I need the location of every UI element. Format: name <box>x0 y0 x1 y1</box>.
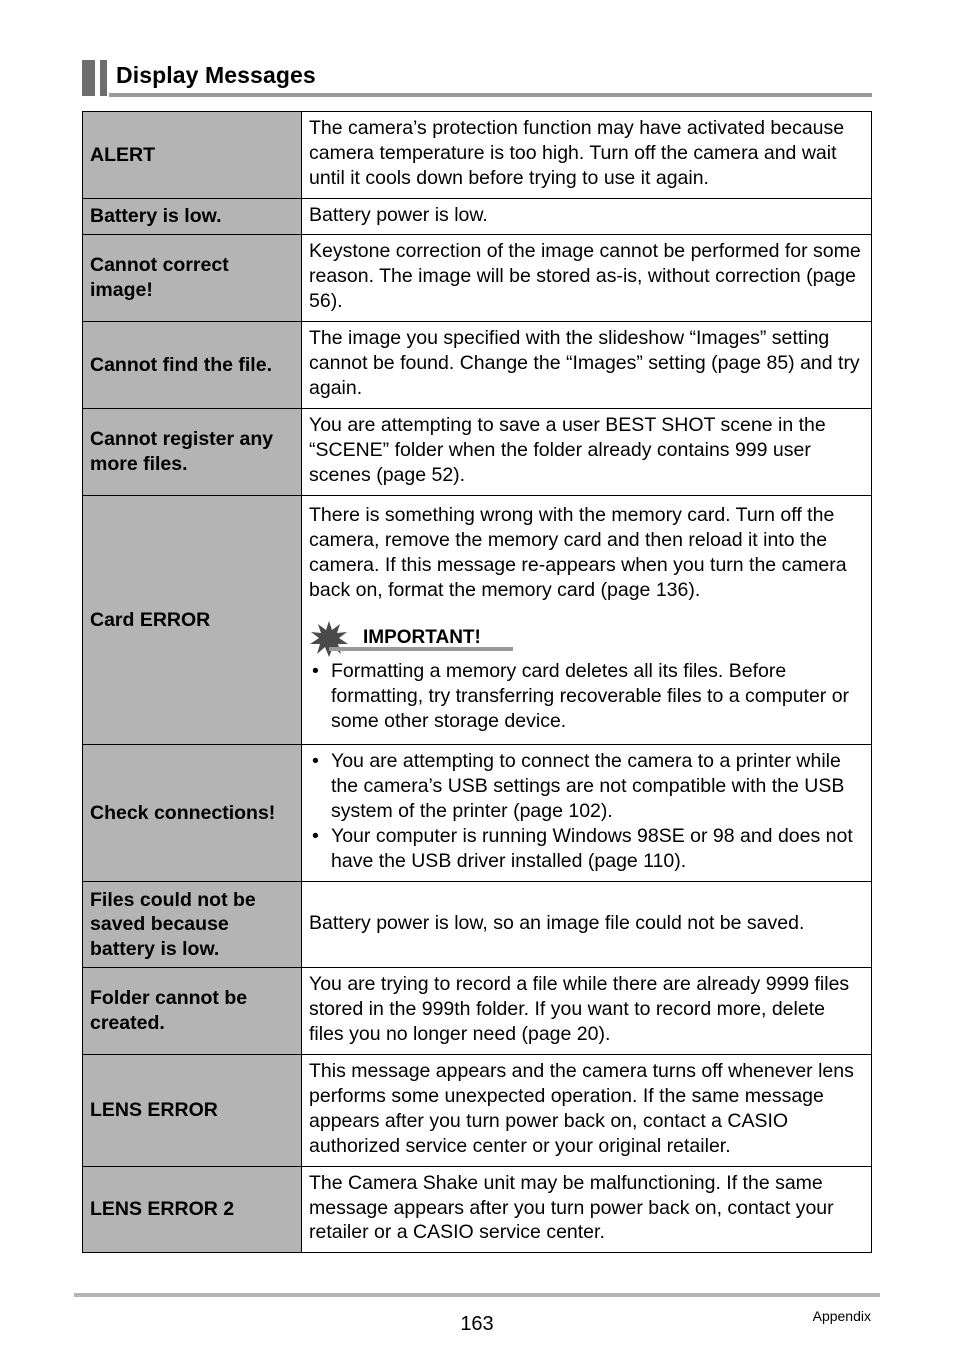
bullet-list <box>309 749 863 874</box>
table-row <box>83 496 872 745</box>
table-row <box>83 1055 872 1167</box>
table-row <box>83 882 872 968</box>
message-description: The image you specified with the slideshow “Images” setting cannot be found. Change the “Images” setting (page 85) and try again. <box>302 322 872 409</box>
message-name: ALERT <box>83 112 302 199</box>
message-description: There is something wrong with the memory card. Turn off the camera, remove the memory card and then reload it into the camera. If this message re-appears when you turn the camera back on, format the memory card (page 136). IMPORTANT! • Formatting a memory card deletes all its files. Before formatting, try transferring recoverable files to a computer or some other storage device. <box>302 496 872 745</box>
header-bar-decoration <box>82 60 95 96</box>
list-item: • Formatting a memory card deletes all its files. Before formatting, try transferring recoverable files to a computer or some other storage device. <box>309 659 863 734</box>
table-row <box>83 235 872 322</box>
table-row <box>83 409 872 496</box>
message-name: Cannot correct image! <box>83 235 302 322</box>
list-item: • Your computer is running Windows 98SE or 98 and does not have the USB driver installed (page 110). <box>309 824 863 874</box>
list-item: • You are attempting to connect the camera to a printer while the camera’s USB settings are not compatible with the USB system of the printer (page 102). <box>309 749 863 824</box>
message-name: LENS ERROR 2 <box>83 1167 302 1253</box>
footer-rule <box>74 1293 880 1297</box>
bullet-list <box>309 659 863 734</box>
message-name: Card ERROR <box>83 496 302 745</box>
message-name: Cannot register any more files. <box>83 409 302 496</box>
message-description: This message appears and the camera turns off whenever lens performs some unexpected operation. If the same message appears after you turn power back on, contact a CASIO authorized service center or your original retailer. <box>302 1055 872 1167</box>
message-description: Battery power is low, so an image file could not be saved. <box>302 882 872 968</box>
header-bar-decoration <box>100 60 107 96</box>
message-description: The camera’s protection function may have activated because camera temperature is too high. Turn off the camera and wait until it cools down before trying to use it again. <box>302 112 872 199</box>
table-row <box>83 1167 872 1253</box>
section-header <box>82 58 872 98</box>
message-name: LENS ERROR <box>83 1055 302 1167</box>
table-row <box>83 968 872 1055</box>
page-number: 163 <box>460 1313 494 1335</box>
message-description: Keystone correction of the image cannot be performed for some reason. The image will be stored as-is, without correction (page 56). <box>302 235 872 322</box>
important-note-header <box>309 621 513 655</box>
message-name: Battery is low. <box>83 199 302 235</box>
table-row <box>83 199 872 235</box>
header-underline <box>109 93 872 97</box>
message-description: You are attempting to save a user BEST SHOT scene in the “SCENE” folder when the folder already contains 999 user scenes (page 52). <box>302 409 872 496</box>
message-name: Cannot find the file. <box>83 322 302 409</box>
important-label: IMPORTANT! <box>363 626 481 648</box>
table-row <box>83 745 872 882</box>
starburst-icon <box>309 621 349 657</box>
table-row <box>83 322 872 409</box>
message-name: Folder cannot be created. <box>83 968 302 1055</box>
message-description: Battery power is low. <box>302 199 872 235</box>
table-row <box>83 112 872 199</box>
message-name: Files could not be saved because battery is low. <box>83 882 302 968</box>
section-label: Appendix <box>812 1308 871 1324</box>
message-description: The Camera Shake unit may be malfunctioning. If the same message appears after you turn power back on, contact your retailer or a CASIO service center. <box>302 1167 872 1253</box>
message-description: You are trying to record a file while there are already 9999 files stored in the 999th folder. If you want to record more, delete files you no longer need (page 20). <box>302 968 872 1055</box>
page-title: Display Messages <box>116 62 316 88</box>
message-description <box>302 745 872 882</box>
messages-table <box>82 111 872 1253</box>
message-name: Check connections! <box>83 745 302 882</box>
